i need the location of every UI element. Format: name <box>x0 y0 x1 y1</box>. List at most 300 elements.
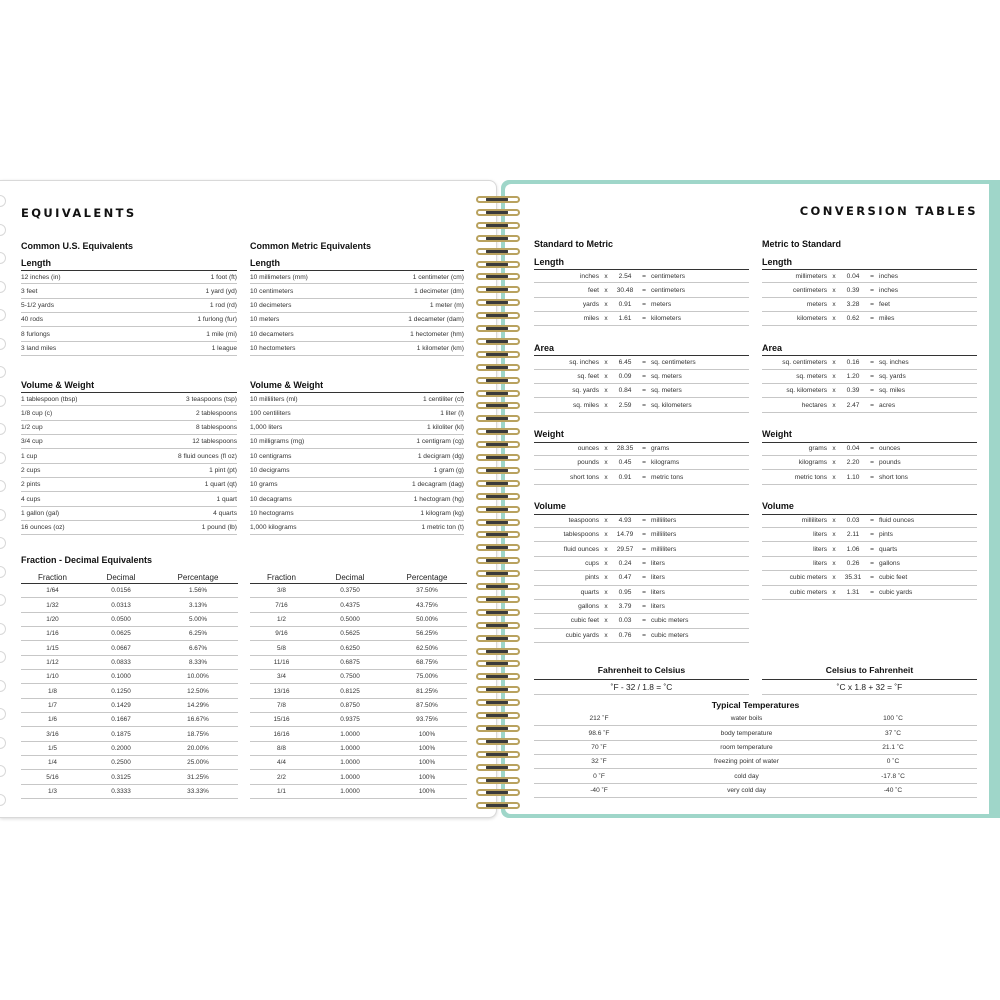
punch-hole <box>0 509 6 521</box>
punch-hole <box>0 765 6 777</box>
spiral-coil <box>474 400 522 412</box>
unit-to: cubic meters <box>651 631 689 639</box>
unit-from: milliliters <box>801 517 827 525</box>
unit-to: sq. miles <box>879 387 906 395</box>
decimal-value: 0.6250 <box>340 644 360 652</box>
factor: 1.31 <box>846 588 860 596</box>
equals-sign: = <box>642 631 646 639</box>
conversion-row <box>762 557 977 571</box>
row-from: 3 feet <box>21 287 38 295</box>
spiral-coil <box>474 568 522 580</box>
row-to: 1 decimeter (dm) <box>414 287 464 295</box>
times-sign: x <box>604 559 608 567</box>
percentage-value: 100% <box>418 759 436 767</box>
unit-from: metric tons <box>794 473 827 481</box>
conversion-row <box>762 269 977 283</box>
equals-sign: = <box>870 517 874 525</box>
spiral-coil <box>474 375 522 387</box>
fahrenheit-value: 32 ˚F <box>591 758 607 766</box>
percentage-value: 3.13% <box>188 601 208 609</box>
table-row <box>250 727 467 741</box>
std-to-metric-title: Standard to Metric <box>534 239 614 249</box>
unit-to: meters <box>651 300 672 308</box>
decimal-value: 0.0667 <box>111 644 131 652</box>
table-row <box>21 756 238 770</box>
header-decimal: Decimal <box>335 572 365 582</box>
percentage-value: 31.25% <box>187 773 209 781</box>
conversion-row <box>534 557 749 571</box>
fraction-value: 1/10 <box>46 673 59 681</box>
times-sign: x <box>604 545 608 553</box>
factor: 0.04 <box>846 445 860 453</box>
equals-sign: = <box>642 387 646 395</box>
percentage-value: 43.75% <box>416 601 438 609</box>
times-sign: x <box>832 531 836 539</box>
unit-from: hectares <box>801 401 827 409</box>
unit-to: cubic meters <box>651 617 689 625</box>
punch-hole <box>0 708 6 720</box>
times-sign: x <box>604 631 608 639</box>
table-row <box>250 392 464 406</box>
row-to: 1 decagram (dag) <box>411 481 464 489</box>
decimal-value: 0.8750 <box>340 701 360 709</box>
percentage-value: 50.00% <box>416 615 438 623</box>
fraction-value: 1/16 <box>46 630 59 638</box>
unit-from: pounds <box>577 459 599 467</box>
metric-to-std-title: Metric to Standard <box>762 239 842 249</box>
row-from: 3/4 cup <box>21 438 43 446</box>
temperature-row <box>534 726 977 740</box>
unit-to: ounces <box>879 445 901 453</box>
equals-sign: = <box>642 286 646 294</box>
conversion-row <box>534 614 749 628</box>
times-sign: x <box>604 517 608 525</box>
factor: 1.06 <box>846 545 860 553</box>
table-row <box>21 742 238 756</box>
factor: 28.35 <box>616 445 634 453</box>
row-to: 1 meter (m) <box>429 301 464 309</box>
row-from: 2 pints <box>21 481 41 489</box>
unit-from: cubic yards <box>565 631 599 639</box>
row-from: 1 cup <box>21 452 38 460</box>
decimal-value: 1.0000 <box>340 730 360 738</box>
times-sign: x <box>832 359 836 367</box>
unit-to: milliliters <box>651 531 677 539</box>
times-sign: x <box>832 517 836 525</box>
punch-hole <box>0 309 6 321</box>
decimal-value: 0.0833 <box>111 658 131 666</box>
spiral-coil <box>474 362 522 374</box>
us-equivalents-title: Common U.S. Equivalents <box>21 241 134 251</box>
unit-from: teaspoons <box>568 517 599 525</box>
spiral-binding <box>474 190 522 810</box>
equals-sign: = <box>642 372 646 380</box>
decimal-value: 0.5000 <box>340 615 360 623</box>
conversion-row <box>762 586 977 600</box>
times-sign: x <box>832 272 836 280</box>
times-sign: x <box>832 559 836 567</box>
coil-wire <box>476 261 520 268</box>
factor: 2.11 <box>846 531 860 539</box>
unit-from: fluid ounces <box>563 545 599 553</box>
section-title: Volume <box>762 501 794 512</box>
row-from: 10 milligrams (mg) <box>250 438 305 446</box>
times-sign: x <box>832 588 836 596</box>
equals-sign: = <box>870 272 874 280</box>
row-to: 12 tablespoons <box>192 438 237 446</box>
decimal-value: 0.3750 <box>340 587 360 595</box>
coil-wire <box>476 480 520 487</box>
spiral-coil <box>474 246 522 258</box>
times-sign: x <box>832 445 836 453</box>
times-sign: x <box>604 401 608 409</box>
coil-wire <box>476 390 520 397</box>
us-length-table <box>21 270 237 356</box>
typical-temperatures-title: Typical Temperatures <box>711 700 800 710</box>
factor: 3.79 <box>618 603 632 611</box>
unit-from: sq. meters <box>796 372 827 380</box>
unit-to: miles <box>879 315 895 323</box>
unit-from: grams <box>808 445 827 453</box>
row-from: 10 decameters <box>250 330 294 338</box>
punch-hole <box>0 338 6 350</box>
unit-from: yards <box>582 300 599 308</box>
unit-to: liters <box>651 574 665 582</box>
percentage-value: 20.00% <box>187 744 209 752</box>
decimal-value: 0.0313 <box>111 601 131 609</box>
decimal-value: 0.1875 <box>111 730 131 738</box>
equals-sign: = <box>870 473 874 481</box>
conversion-row <box>534 398 749 412</box>
unit-to: acres <box>879 401 896 409</box>
punch-hole <box>0 680 6 692</box>
spiral-coil <box>474 478 522 490</box>
row-to: 1 foot (ft) <box>210 273 237 281</box>
equals-sign: = <box>870 300 874 308</box>
table-row <box>250 521 464 535</box>
unit-to: inches <box>879 272 899 280</box>
coil-wire <box>476 609 520 616</box>
punch-hole <box>0 224 6 236</box>
equals-sign: = <box>642 272 646 280</box>
times-sign: x <box>604 603 608 611</box>
equals-sign: = <box>870 387 874 395</box>
celsius-value: 100 ˚C <box>883 715 903 723</box>
spiral-coil <box>474 800 522 812</box>
section-title: Volume <box>534 501 566 512</box>
typical-temperatures-table <box>534 712 977 798</box>
percentage-value: 87.50% <box>416 701 438 709</box>
coil-wire <box>476 364 520 371</box>
times-sign: x <box>604 459 608 467</box>
fraction-value: 5/8 <box>277 644 286 652</box>
times-sign: x <box>604 315 608 323</box>
unit-to: sq. yards <box>879 372 906 380</box>
unit-from: cubic feet <box>570 617 599 625</box>
times-sign: x <box>832 473 836 481</box>
unit-from: liters <box>813 545 827 553</box>
unit-from: sq. kilometers <box>786 387 827 395</box>
celsius-value: 37 ˚C <box>884 729 902 737</box>
temperature-row <box>534 741 977 755</box>
fraction-value: 1/5 <box>48 744 57 752</box>
coil-wire <box>476 248 520 255</box>
fraction-value: 1/8 <box>48 687 57 695</box>
conversion-row <box>762 571 977 585</box>
spiral-coil <box>474 581 522 593</box>
factor: 0.91 <box>618 473 632 481</box>
row-from: 10 decigrams <box>250 466 290 474</box>
factor: 0.62 <box>846 315 860 323</box>
fraction-value: 3/4 <box>277 673 286 681</box>
fraction-header <box>21 571 238 584</box>
unit-from: cups <box>585 559 599 567</box>
fahrenheit-value: 70 ˚F <box>591 743 607 751</box>
table-row <box>250 613 467 627</box>
table-row <box>21 785 238 799</box>
times-sign: x <box>604 588 608 596</box>
row-from: 2 cups <box>21 466 41 474</box>
table-row <box>250 770 467 784</box>
spiral-coil <box>474 607 522 619</box>
equals-sign: = <box>642 300 646 308</box>
table-row <box>250 327 464 341</box>
temperature-label: room temperature <box>720 743 773 751</box>
table-row <box>21 584 238 598</box>
decimal-value: 0.3333 <box>111 787 131 795</box>
unit-to: sq. inches <box>879 359 909 367</box>
table-row <box>250 756 467 770</box>
percentage-value: 8.33% <box>188 658 208 666</box>
unit-to: liters <box>651 559 665 567</box>
table-row <box>250 492 464 506</box>
temperature-row <box>534 755 977 769</box>
equals-sign: = <box>642 588 646 596</box>
punch-hole <box>0 651 6 663</box>
equals-sign: = <box>642 401 646 409</box>
unit-to: sq. meters <box>651 387 682 395</box>
coil-wire <box>476 557 520 564</box>
row-from: 1 tablespoon (tbsp) <box>21 395 78 403</box>
factor: 2.59 <box>618 401 632 409</box>
coil-wire <box>476 596 520 603</box>
metric-equivalents-title: Common Metric Equivalents <box>250 241 372 251</box>
fraction-value: 7/16 <box>275 601 288 609</box>
section-title: Length <box>534 256 564 267</box>
decimal-value: 0.4375 <box>340 601 360 609</box>
percentage-value: 16.67% <box>187 716 209 724</box>
coil-wire <box>476 377 520 384</box>
fraction-title: Fraction - Decimal Equivalents <box>21 555 153 565</box>
row-to: 1 gram (g) <box>433 466 464 474</box>
table-row <box>250 584 467 598</box>
times-sign: x <box>832 300 836 308</box>
metric-length-title: Length <box>250 258 280 268</box>
row-to: 2 tablespoons <box>195 409 237 417</box>
fraction-value: 1/6 <box>48 716 57 724</box>
times-sign: x <box>604 387 608 395</box>
factor: 0.03 <box>618 617 632 625</box>
unit-from: liters <box>813 559 827 567</box>
unit-to: inches <box>879 286 899 294</box>
punch-hole <box>0 252 6 264</box>
conversion-row <box>762 470 977 484</box>
table-row <box>21 464 237 478</box>
row-to: 1 league <box>211 344 237 352</box>
conversion-row <box>534 542 749 556</box>
row-to: 1 liter (l) <box>440 409 464 417</box>
percentage-value: 14.29% <box>187 701 209 709</box>
unit-to: sq. kilometers <box>651 401 692 409</box>
decimal-value: 0.8125 <box>340 687 360 695</box>
spiral-coil <box>474 633 522 645</box>
unit-from: pints <box>585 574 599 582</box>
coil-wire <box>476 312 520 319</box>
row-from: 10 centigrams <box>250 452 292 460</box>
c-to-f-formula: ˚C x 1.8 + 32 = ˚F <box>762 679 977 695</box>
percentage-value: 33.33% <box>187 787 209 795</box>
coil-wire <box>476 467 520 474</box>
coil-wire <box>476 415 520 422</box>
unit-to: pounds <box>879 459 901 467</box>
conversion-row <box>534 528 749 542</box>
conversion-row <box>762 312 977 326</box>
metric-length-table <box>250 270 464 356</box>
coil-wire <box>476 351 520 358</box>
punch-hole <box>0 395 6 407</box>
percentage-value: 37.50% <box>416 587 438 595</box>
unit-to: milliliters <box>651 545 677 553</box>
header-percentage: Percentage <box>406 572 448 582</box>
row-from: 1,000 liters <box>250 423 283 431</box>
factor: 1.10 <box>846 473 860 481</box>
decimal-value: 0.7500 <box>340 673 360 681</box>
row-to: 1 centiliter (cl) <box>422 395 464 403</box>
unit-to: sq. centimeters <box>651 359 696 367</box>
times-sign: x <box>604 359 608 367</box>
conversion-row <box>762 398 977 412</box>
row-from: 1,000 kilograms <box>250 524 297 532</box>
equals-sign: = <box>870 559 874 567</box>
conversion-row <box>762 384 977 398</box>
spiral-coil <box>474 517 522 529</box>
fraction-value: 1/15 <box>46 644 59 652</box>
unit-from: sq. feet <box>577 372 599 380</box>
percentage-value: 5.00% <box>188 615 208 623</box>
equals-sign: = <box>870 531 874 539</box>
row-to: 1 rod (rd) <box>209 301 237 309</box>
equals-sign: = <box>642 359 646 367</box>
fraction-table-right <box>250 571 467 799</box>
unit-from: inches <box>579 272 599 280</box>
spiral-coil <box>474 297 522 309</box>
percentage-value: 75.00% <box>416 673 438 681</box>
temperature-label: freezing point of water <box>714 758 779 766</box>
coil-wire <box>476 699 520 706</box>
row-from: 12 inches (in) <box>21 273 61 281</box>
punch-hole <box>0 480 6 492</box>
punch-hole <box>0 423 6 435</box>
table-row <box>21 313 237 327</box>
table-row <box>250 699 467 713</box>
factor: 0.04 <box>846 272 860 280</box>
unit-from: liters <box>813 531 827 539</box>
fraction-value: 3/8 <box>277 587 286 595</box>
fraction-header <box>250 571 467 584</box>
spiral-coil <box>474 671 522 683</box>
unit-to: pints <box>879 531 893 539</box>
spiral-coil <box>474 207 522 219</box>
factor: 0.47 <box>618 574 632 582</box>
decimal-value: 0.2500 <box>111 759 131 767</box>
unit-to: gallons <box>879 559 900 567</box>
row-from: 10 hectometers <box>250 344 296 352</box>
row-from: 10 meters <box>250 316 280 324</box>
punch-hole <box>0 737 6 749</box>
punch-hole <box>0 195 6 207</box>
table-row <box>21 342 237 356</box>
coil-wire <box>476 712 520 719</box>
temperature-row <box>534 784 977 798</box>
spiral-coil <box>474 542 522 554</box>
punch-hole <box>0 623 6 635</box>
table-row <box>21 449 237 463</box>
conversion-row <box>762 370 977 384</box>
coil-wire <box>476 402 520 409</box>
table-row <box>250 627 467 641</box>
fraction-value: 1/12 <box>46 658 59 666</box>
equals-sign: = <box>870 574 874 582</box>
spiral-coil <box>474 710 522 722</box>
times-sign: x <box>832 372 836 380</box>
unit-from: quarts <box>580 588 599 596</box>
punch-hole <box>0 566 6 578</box>
row-from: 10 decimeters <box>250 301 292 309</box>
punch-hole <box>0 452 6 464</box>
equals-sign: = <box>870 445 874 453</box>
table-row <box>21 613 238 627</box>
left-page <box>0 180 497 818</box>
row-to: 1 decameter (dam) <box>408 316 464 324</box>
table-row <box>250 656 467 670</box>
percentage-value: 12.50% <box>187 687 209 695</box>
row-from: 4 cups <box>21 495 41 503</box>
conversion-row <box>762 355 977 369</box>
spiral-coil <box>474 749 522 761</box>
section-title: Weight <box>534 429 564 440</box>
percentage-value: 25.00% <box>187 759 209 767</box>
section-title: Area <box>534 342 555 353</box>
table-row <box>250 598 467 612</box>
unit-to: grams <box>651 445 670 453</box>
unit-to: milliliters <box>651 517 677 525</box>
equals-sign: = <box>870 459 874 467</box>
row-to: 1 decigram (dg) <box>417 452 464 460</box>
equals-sign: = <box>642 545 646 553</box>
coil-wire <box>476 454 520 461</box>
unit-from: millimeters <box>795 272 827 280</box>
conversion-row <box>762 283 977 297</box>
equals-sign: = <box>642 617 646 625</box>
table-row <box>21 406 237 420</box>
percentage-value: 6.25% <box>188 630 208 638</box>
times-sign: x <box>832 401 836 409</box>
unit-to: short tons <box>879 473 908 481</box>
coil-wire <box>476 583 520 590</box>
header-fraction: Fraction <box>38 572 67 582</box>
factor: 0.91 <box>618 300 632 308</box>
percentage-value: 100% <box>418 730 436 738</box>
